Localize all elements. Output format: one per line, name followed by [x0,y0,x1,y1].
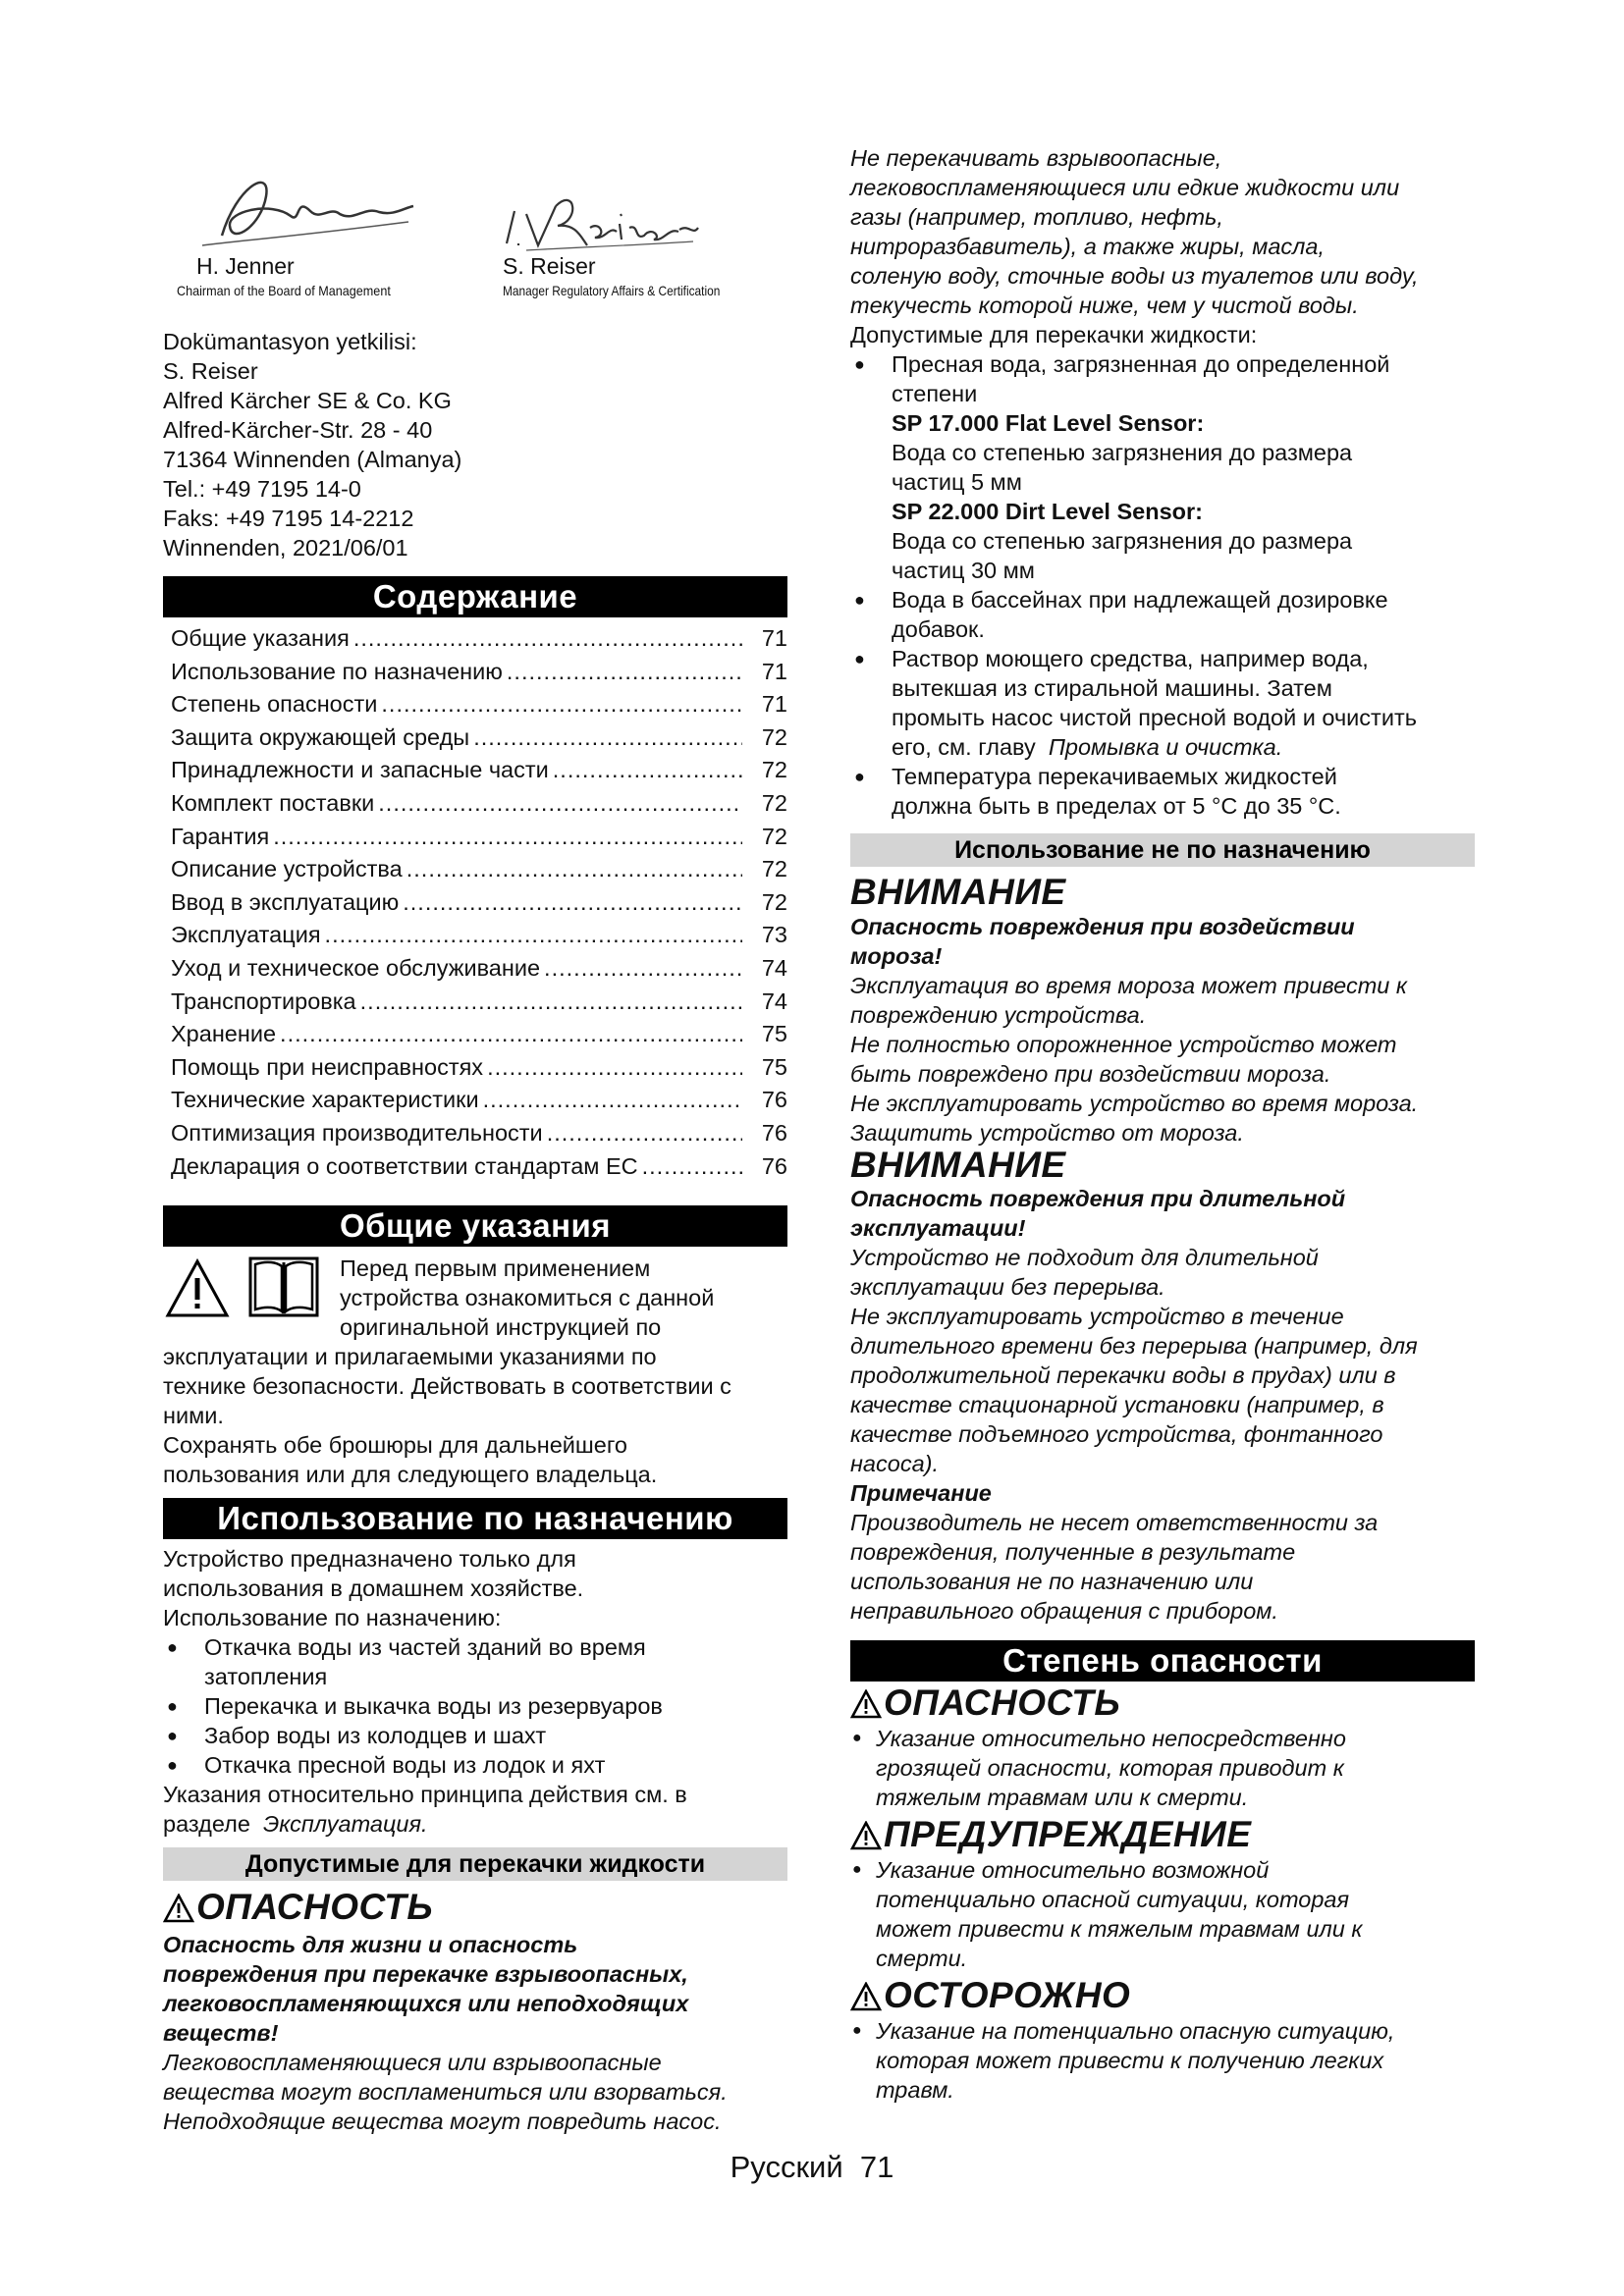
toc-page: 76 [761,1119,787,1146]
signatory-title: Manager Regulatory Affairs & Certification [503,283,721,298]
text-line: насоса). [850,1451,939,1476]
text-line: веществ! [163,2020,279,2046]
text-line: повреждению устройства. [850,1002,1147,1028]
toc-row[interactable] [163,988,787,1022]
text-line: технике безопасности. Действовать в соответствии с [163,1373,731,1399]
toc-row[interactable] [163,856,787,889]
text-line: устройства ознакомиться с данной [340,1285,715,1310]
hazard-level-danger: ОПАСНОСТЬ ● Указание относительно непосредственно грозящей опасности, которая приводит к тяжелым травмам или к смерти. [850,1682,1475,1812]
text-line: оригинальной инструкцией по [340,1314,662,1340]
toc-page: 72 [761,888,787,915]
text-line: Производитель не несет ответственности за [850,1510,1379,1535]
warning-triangle-icon [850,1982,882,2011]
toc-row[interactable] [163,955,787,988]
hazard-label: ПРЕДУПРЕЖДЕНИЕ [850,1814,1475,1855]
liquids-heading: Допустимые для перекачки жидкости [163,1847,787,1881]
list-item: ● Забор воды из колодцев и шахт [163,1721,787,1750]
toc-label: Ввод в эксплуатацию [171,888,400,915]
toc-label: Описание устройства [171,856,403,882]
address-line: Faks: +49 7195 14-2212 [163,506,414,531]
hazard-heading: Степень опасности [850,1640,1475,1682]
text-line: повреждения при перекачке взрывоопасных, [163,1961,688,1987]
toc-page: 72 [761,789,787,816]
misuse-heading: Использование не по назначению [850,833,1475,867]
toc-row[interactable] [163,1153,787,1187]
address-line: Winnenden, 2021/06/01 [163,535,408,561]
toc-row[interactable] [163,922,787,955]
text-line: Использование по назначению: [163,1605,502,1630]
toc-row[interactable] [163,1120,787,1153]
toc-page: 74 [761,954,787,981]
warning-triangle-icon [850,1689,882,1719]
text-line: вещества могут воспламениться или взорваться. [163,2079,728,2105]
toc-row[interactable] [163,1021,787,1054]
table-of-contents [163,625,787,1186]
toc-label: Общие указания [171,625,350,651]
cross-reference[interactable]: Промывка и очистка. [1048,734,1283,760]
text-line: Указания относительно принципа действия см. в [163,1782,687,1807]
toc-row[interactable] [163,824,787,857]
toc-label: Использование по назначению [171,658,503,684]
toc-label: Степень опасности [171,691,378,718]
toc-page: 75 [761,1053,787,1080]
toc-page: 73 [761,922,787,948]
toc-label: Декларация о соответствии стандартам ЕС [171,1152,638,1179]
toc-page: 72 [761,823,787,849]
liquids-continued [850,143,1475,821]
text-line: Опасность для жизни и опасность [163,1932,578,1957]
signature-jenner-image [183,157,418,260]
toc-label: Принадлежности и запасные части [171,757,549,783]
toc-heading: Содержание [163,576,787,617]
toc-row[interactable] [163,889,787,923]
signatory-title: Chairman of the Board of Management [177,283,391,298]
warning-triangle-icon [163,1894,194,1923]
toc-row[interactable] [163,691,787,724]
text-line: использования в домашнем хозяйстве. [163,1575,584,1601]
text-line: легковоспламеняющихся или неподходящих [163,1991,689,2016]
text-line: качестве стационарной установки (например, в [850,1392,1384,1417]
footer-language: Русский [730,2150,843,2184]
address-line: S. Reiser [163,358,258,384]
text-line: эксплуатации и прилагаемыми указаниями по [163,1344,657,1369]
toc-label: Эксплуатация [171,922,321,948]
toc-page: 74 [761,988,787,1014]
text-line: Опасность повреждения при длительной [850,1186,1346,1211]
caution-text [850,912,1475,1148]
toc-page: 75 [761,1021,787,1047]
text-line: Защитить устройство от мороза. [850,1120,1244,1146]
text-line: пользования или для следующего владельца. [163,1462,658,1487]
toc-page: 72 [761,723,787,750]
hazard-label: ОСТОРОЖНО [850,1975,1475,2016]
text-line: неправильного обращения с прибором. [850,1598,1278,1624]
hazard-level-warning: ПРЕДУПРЕЖДЕНИЕ ● Указание относительно возможной потенциально опасной ситуации, которая может привести к тяжелым травмам или к смерти. [850,1814,1475,1973]
text-line: длительного времени без перерыва (например, для [850,1333,1418,1359]
page-number: 71 [859,2150,894,2184]
toc-label: Технические характеристики [171,1087,479,1113]
address-line: Dokümantasyon yetkilisi: [163,329,417,354]
toc-label: Хранение [171,1021,277,1047]
caution-text [850,1184,1475,1626]
address-line: Alfred-Kärcher-Str. 28 - 40 [163,417,433,443]
address-line: 71364 Winnenden (Almanya) [163,447,462,472]
model-label: SP 17.000 Flat Level Sensor: [892,410,1205,436]
text-line: легковоспламеняющиеся или едкие жидкости или [850,175,1400,200]
toc-label: Уход и техническое обслуживание [171,954,541,981]
toc-label: Транспортировка [171,988,356,1014]
intended-use-text [163,1544,787,1839]
toc-label: Помощь при неисправностях [171,1053,484,1080]
text-line: Допустимые для перекачки жидкости: [850,322,1258,347]
caution-heading: ВНИМАНИЕ [850,1145,1066,1185]
toc-row[interactable] [163,1087,787,1120]
intended-use-heading: Использование по назначению [163,1498,787,1539]
text-line: соленую воду, сточные воды из туалетов или воду, [850,263,1419,289]
address-line: Alfred Kärcher SE & Co. KG [163,388,452,413]
address-block [163,327,461,562]
signature-block [163,157,787,314]
general-text [163,1254,787,1489]
toc-row[interactable] [163,757,787,790]
text-line: эксплуатации без перерыва. [850,1274,1165,1300]
text-line: газы (например, топливо, нефть, [850,204,1223,230]
hazard-level-caution: ОСТОРОЖНО ● Указание на потенциально опасную ситуацию, которая может привести к получению легких травм. [850,1975,1475,2105]
toc-page: 76 [761,1152,787,1179]
text-line: Не эксплуатировать устройство в течение [850,1304,1344,1329]
list-item: ● Вода в бассейнах при надлежащей дозировке добавок. [850,585,1475,644]
list-item: ● Раствор моющего средства, например вода, вытекшая из стиральной машины. Затем промыть насос чистой пресной водой и очистить его, см. главу Промывка и очистка. [850,644,1475,762]
toc-label: Оптимизация производительности [171,1119,543,1146]
text-line: нитроразбавитель), а также жиры, масла, [850,234,1326,259]
text-line: быть повреждено при воздействии мороза. [850,1061,1331,1087]
warning-triangle-icon [850,1821,882,1850]
text-line: продолжительной перекачки воды в прудах) или в [850,1362,1396,1388]
text-line: Опасность повреждения при воздействии [850,914,1355,939]
hazard-label: ОПАСНОСТЬ [850,1682,1475,1724]
toc-row[interactable] [163,1054,787,1088]
text-line: Не эксплуатировать устройство во время мороза. [850,1091,1419,1116]
text-line: Легковоспламеняющиеся или взрывоопасные [163,2050,662,2075]
toc-page: 71 [761,625,787,651]
text-line: Эксплуатация во время мороза может привести к [850,973,1407,998]
toc-page: 71 [761,691,787,718]
list-item: ● Откачка воды из частей зданий во время затопления [163,1632,787,1691]
hazard-levels [850,1682,1475,2105]
signature-reiser-image [497,167,703,260]
text-line: качестве подъемного устройства, фонтанного [850,1421,1383,1447]
address-line: Tel.: +49 7195 14-0 [163,476,361,502]
toc-row[interactable] [163,625,787,659]
page-footer [0,2150,1624,2185]
text-line: текучесть которой ниже, чем у чистой воды. [850,293,1359,318]
text-line: Неподходящие вещества могут повредить насос. [163,2109,722,2134]
list-item: ● Пресная вода, загрязненная до определенной степени SP 17.000 Flat Level Sensor: Вода со степенью загрязнения до размера частиц 5 мм SP 22.000 Dirt Level Sensor: Вода со степенью загрязнения до размера частиц 30 мм [850,349,1475,585]
text-line: Не полностью опорожненное устройство может [850,1032,1397,1057]
text-line: повреждения, полученные в результате [850,1539,1296,1565]
toc-page: 71 [761,658,787,684]
text-line: разделе Эксплуатация. [163,1811,428,1837]
model-label: SP 22.000 Dirt Level Sensor: [892,499,1203,524]
toc-row[interactable] [163,790,787,824]
signatory-name: S. Reiser [503,253,596,279]
toc-row[interactable] [163,659,787,692]
text-line: Устройство предназначено только для [163,1546,576,1572]
text-line: Сохранять обе брошюры для дальнейшего [163,1432,627,1458]
toc-page: 72 [761,757,787,783]
text-line: Устройство не подходит для длительной [850,1245,1319,1270]
toc-page: 76 [761,1087,787,1113]
signatory-name: H. Jenner [196,253,295,279]
text-line: Перед первым применением [340,1255,651,1281]
general-heading: Общие указания [163,1205,787,1247]
text-line: использования не по назначению или [850,1569,1254,1594]
toc-label: Комплект поставки [171,789,375,816]
caution-heading: ВНИМАНИЕ [850,872,1066,912]
cross-reference[interactable]: Эксплуатация. [262,1811,428,1837]
toc-row[interactable] [163,724,787,758]
danger-heading: ОПАСНОСТЬ [163,1887,433,1928]
list-item: ● Перекачка и выкачка воды из резервуаров [163,1691,787,1721]
toc-label: Гарантия [171,823,270,849]
toc-page: 72 [761,856,787,882]
text-line: мороза! [850,943,943,969]
toc-label: Защита окружающей среды [171,723,470,750]
text-line: ними. [163,1403,224,1428]
list-item: ● Откачка пресной воды из лодок и яхт [163,1750,787,1780]
danger-text [163,1930,787,2136]
note-label: Примечание [850,1480,992,1506]
list-item: ● Температура перекачиваемых жидкостей должна быть в пределах от 5 °C до 35 °C. [850,762,1475,821]
text-line: Не перекачивать взрывоопасные, [850,145,1222,171]
text-line: эксплуатации! [850,1215,1026,1241]
